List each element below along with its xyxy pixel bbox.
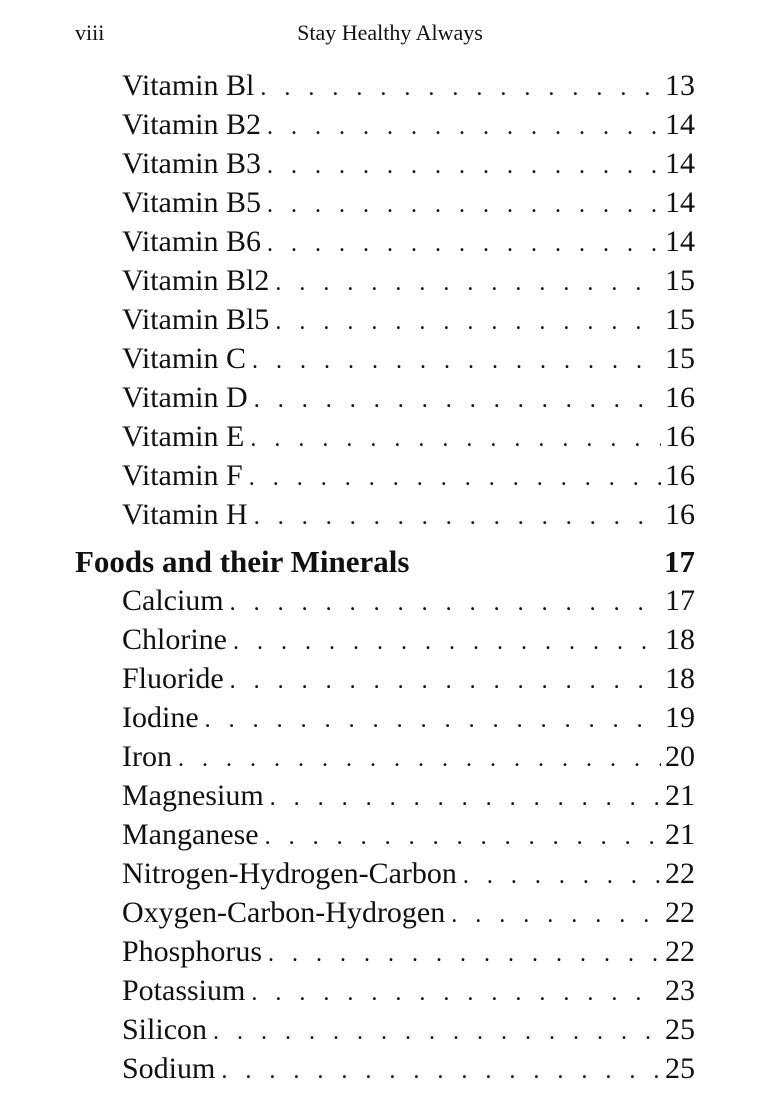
toc-entry-page: 23 bbox=[665, 974, 695, 1007]
toc-entry-page: 16 bbox=[665, 381, 695, 414]
toc-entry-vitamin-b6 bbox=[122, 223, 695, 261]
toc-entry-page: 15 bbox=[665, 342, 695, 375]
toc-entry-page: 22 bbox=[665, 857, 695, 890]
toc-entry-label: Silicon bbox=[122, 1013, 208, 1046]
dot-leader bbox=[268, 935, 661, 973]
toc-entry-page: 25 bbox=[665, 1052, 695, 1085]
dot-leader bbox=[267, 108, 661, 146]
toc-entry-nitrogen-hydrogen-carbon bbox=[122, 855, 695, 893]
dot-leader bbox=[267, 147, 661, 185]
dot-leader bbox=[275, 303, 661, 341]
toc-entry-silicon bbox=[122, 1011, 695, 1049]
toc-entry-label: Manganese bbox=[122, 818, 259, 851]
toc-entry-label: Nitrogen-Hydrogen-Carbon bbox=[122, 857, 457, 890]
toc-entry-page: 14 bbox=[665, 186, 695, 219]
toc-entry-page: 16 bbox=[665, 420, 695, 453]
toc-entry-label: Calcium bbox=[122, 584, 224, 617]
toc-entry-page: 14 bbox=[665, 147, 695, 180]
toc-entry-magnesium bbox=[122, 777, 695, 815]
dot-leader bbox=[230, 662, 661, 700]
section-heading-minerals bbox=[75, 542, 695, 582]
toc-entry-label: Vitamin B3 bbox=[122, 147, 262, 180]
dot-leader bbox=[178, 740, 661, 778]
toc-entry-page: 14 bbox=[665, 108, 695, 141]
toc-entry-label: Fluoride bbox=[122, 662, 224, 695]
page-folio: viii bbox=[75, 20, 105, 45]
toc-entry-label: Sodium bbox=[122, 1052, 216, 1085]
toc-entry-label: Vitamin C bbox=[122, 342, 247, 375]
toc-entry-page: 15 bbox=[665, 303, 695, 336]
toc-entry-page: 21 bbox=[665, 818, 695, 851]
dot-leader bbox=[451, 896, 661, 934]
dot-leader bbox=[221, 1052, 661, 1090]
toc-entry-label: Oxygen-Carbon-Hydrogen bbox=[122, 896, 446, 929]
toc-entry-label: Potassium bbox=[122, 974, 246, 1007]
toc-entry-vitamin-b5 bbox=[122, 184, 695, 222]
toc-entry-vitamin-b1 bbox=[122, 67, 695, 105]
toc-entry-manganese bbox=[122, 816, 695, 854]
page-header bbox=[75, 20, 705, 50]
toc-entry-label: Iron bbox=[122, 740, 172, 773]
toc-entry-page: 22 bbox=[665, 896, 695, 929]
toc-entry-sodium bbox=[122, 1050, 695, 1088]
toc-entry-label: Vitamin B2 bbox=[122, 108, 262, 141]
dot-leader bbox=[213, 1013, 661, 1051]
running-title: Stay Healthy Always bbox=[297, 20, 483, 45]
toc-entry-label: Vitamin B5 bbox=[122, 186, 262, 219]
toc-entry-chlorine bbox=[122, 621, 695, 659]
toc-entry-page: 22 bbox=[665, 935, 695, 968]
toc-entry-label: Vitamin Bl5 bbox=[122, 303, 270, 336]
toc-entry-page: 16 bbox=[665, 498, 695, 531]
toc-entry-label: Phosphorus bbox=[122, 935, 263, 968]
dot-leader bbox=[267, 186, 661, 224]
dot-leader bbox=[250, 420, 661, 458]
dot-leader bbox=[205, 701, 661, 739]
toc-entry-vitamin-h bbox=[122, 496, 695, 534]
dot-leader bbox=[230, 584, 661, 622]
toc-entry-fluoride bbox=[122, 660, 695, 698]
dot-leader bbox=[254, 381, 661, 419]
toc-entry-page: 20 bbox=[665, 740, 695, 773]
toc-entry-vitamin-d bbox=[122, 379, 695, 417]
section-title: Foods and their Minerals bbox=[75, 544, 410, 579]
toc-entry-vitamin-b15 bbox=[122, 301, 695, 339]
toc-entry-page: 21 bbox=[665, 779, 695, 812]
toc-entry-page: 17 bbox=[665, 584, 695, 617]
toc-entry-page: 15 bbox=[665, 264, 695, 297]
toc-entry-oxygen-carbon-hydrogen bbox=[122, 894, 695, 932]
toc-entry-vitamin-b12 bbox=[122, 262, 695, 300]
toc-entry-page: 16 bbox=[665, 459, 695, 492]
toc-entry-label: Chlorine bbox=[122, 623, 227, 656]
toc-entry-label: Vitamin Bl bbox=[122, 69, 255, 102]
toc-entry-page: 25 bbox=[665, 1013, 695, 1046]
toc-entry-phosphorus bbox=[122, 933, 695, 971]
toc-entry-label: Vitamin B6 bbox=[122, 225, 262, 258]
toc-entry-potassium bbox=[122, 972, 695, 1010]
toc-entry-page: 14 bbox=[665, 225, 695, 258]
dot-leader bbox=[275, 264, 661, 302]
dot-leader bbox=[270, 779, 661, 817]
dot-leader bbox=[254, 498, 661, 536]
toc-entry-page: 18 bbox=[665, 623, 695, 656]
dot-leader bbox=[260, 69, 661, 107]
toc-entry-calcium bbox=[122, 582, 695, 620]
toc-entry-vitamin-c bbox=[122, 340, 695, 378]
dot-leader bbox=[233, 623, 661, 661]
toc-entry-label: Vitamin Bl2 bbox=[122, 264, 270, 297]
dot-leader bbox=[252, 342, 661, 380]
dot-leader bbox=[267, 225, 661, 263]
dot-leader bbox=[265, 818, 661, 856]
toc-entry-vitamin-e bbox=[122, 418, 695, 456]
toc-entry-page: 18 bbox=[665, 662, 695, 695]
toc-entry-label: Magnesium bbox=[122, 779, 264, 812]
toc-entry-vitamin-b3 bbox=[122, 145, 695, 183]
toc-entry-label: Vitamin H bbox=[122, 498, 248, 531]
toc-entry-page: 13 bbox=[665, 69, 695, 102]
dot-leader bbox=[463, 857, 661, 895]
toc-entry-page: 19 bbox=[665, 701, 695, 734]
toc-entry-vitamin-f bbox=[122, 457, 695, 495]
toc-entry-iron bbox=[122, 738, 695, 776]
toc-entry-label: Iodine bbox=[122, 701, 199, 734]
toc-entry-iodine bbox=[122, 699, 695, 737]
section-page: 17 bbox=[664, 544, 695, 579]
toc-entry-label: Vitamin E bbox=[122, 420, 245, 453]
toc-entry-label: Vitamin D bbox=[122, 381, 248, 414]
dot-leader bbox=[251, 974, 661, 1012]
dot-leader bbox=[249, 459, 661, 497]
toc-entry-label: Vitamin F bbox=[122, 459, 243, 492]
toc-entry-vitamin-b2 bbox=[122, 106, 695, 144]
